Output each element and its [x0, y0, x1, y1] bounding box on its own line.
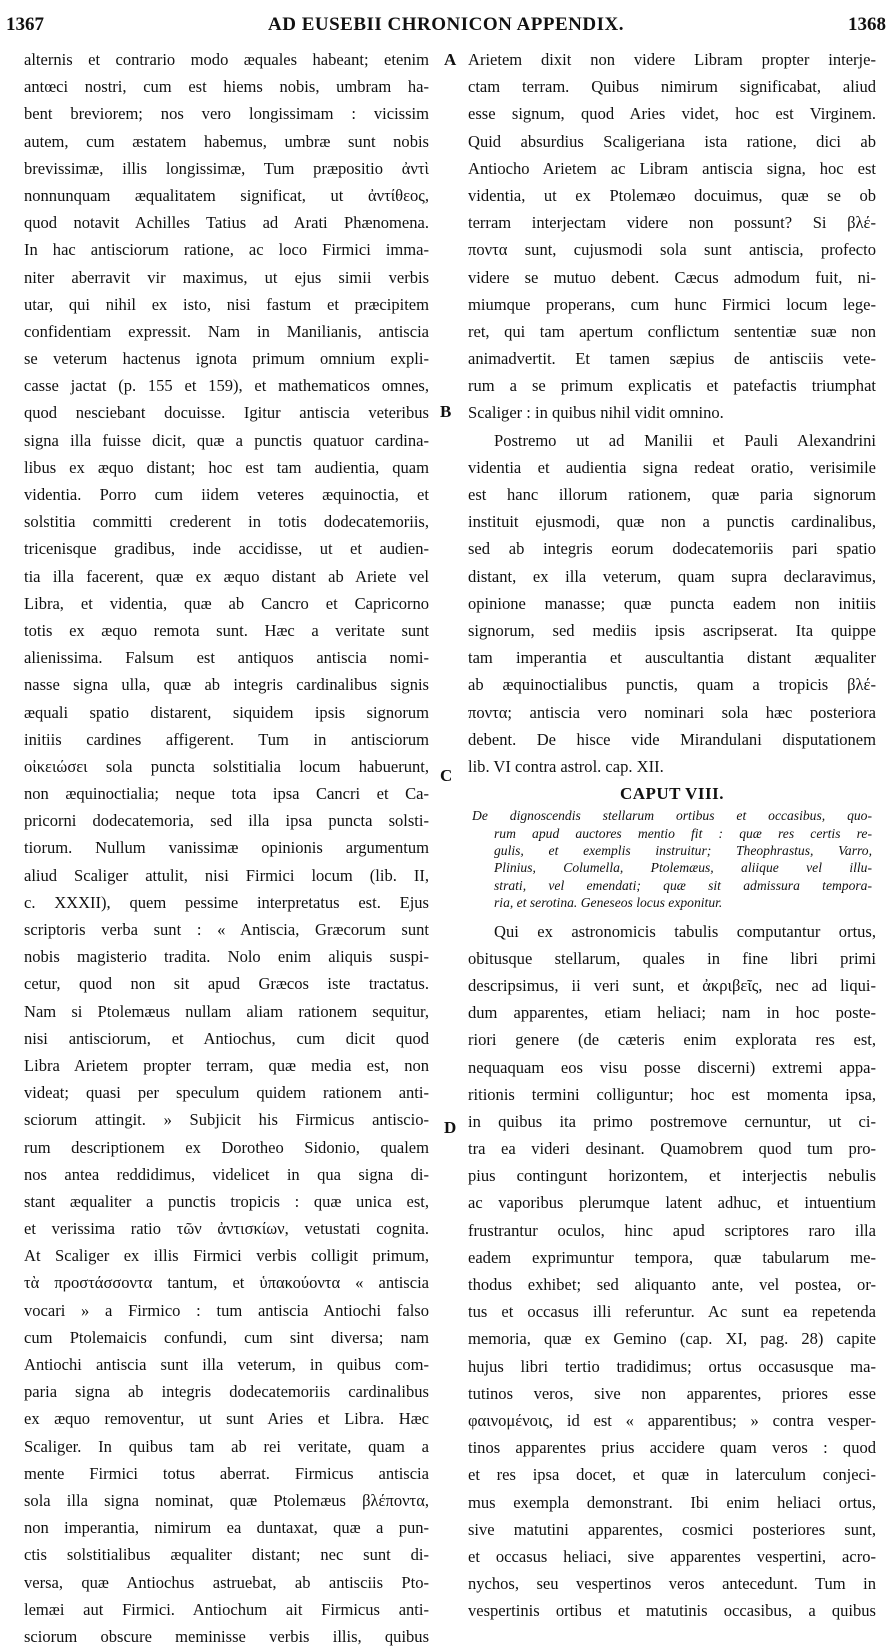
text-line: vocari » a Firmico : tum antiscia Antiochi falso — [24, 1300, 429, 1320]
text-line: frustrantur oculos, hinc apud scriptores raro illa — [468, 1220, 876, 1240]
text-line: autem, cum æstatem habemus, umbræ sunt nobis — [24, 131, 429, 151]
text-line: antœci nostri, cum est hiems nobis, umbram ha- — [24, 77, 429, 97]
text-line: tiorum. Nullum vanissimæ opinionis argumentum — [24, 838, 429, 858]
text-line: tricenisque gradibus, inde accidisse, ut et audien- — [24, 539, 429, 559]
summary-line: Plinius, Columella, Ptolemæus, aliique vel illu- — [494, 860, 872, 876]
summary-line: De dignoscendis stellarum ortibus et occasibus, quo- — [472, 808, 872, 824]
text-line: nequaquam eos visu posse discerni) extremi appa- — [468, 1057, 876, 1077]
text-line: versa, quæ Antiochus astruebat, ab antisciis Pto- — [24, 1572, 429, 1592]
text-line: sive matutini apparentes, cosmici posteriores sunt, — [468, 1519, 876, 1539]
text-line: quod nesciebant docuisse. Igitur antiscia veteribus — [24, 403, 429, 423]
text-line: initiis cardines affigerent. Tum in antisciorum — [24, 729, 429, 749]
text-line: æquali spatio distarent, siquidem ipsis signorum — [24, 702, 429, 722]
text-line: thodus exhibet; sed aliquanto ante, vel postea, or- — [468, 1275, 876, 1295]
text-line: In hac antisciorum ratione, ac loco Firmici imma- — [24, 240, 429, 260]
summary-line: rum apud auctores mentio fit : quæ res certis re- — [494, 825, 872, 841]
text-line: Libra, et videntia, quæ ab Cancro et Capricorno — [24, 593, 429, 613]
text-line: esse signum, quod Aries videt, hoc est Virginem. — [468, 104, 876, 124]
text-line: lemæi aut Firmici. Antiochum ait Firmicus anti- — [24, 1599, 429, 1619]
right-paragraph-3 — [468, 918, 876, 1625]
text-line: alienissima. Falsum est antiquos antiscia nomi- — [24, 648, 429, 668]
text-line: mus exempla demonstrant. Ibi enim heliaci ortus, — [468, 1492, 876, 1512]
text-line: tra ea videri desinant. Quamobrem quod tum pro- — [468, 1139, 876, 1159]
right-column — [468, 46, 876, 1624]
text-line: rum a se primum explicatis et patefactis triumphat — [468, 376, 876, 396]
text-line: alternis et contrario modo æquales habeant; etenim — [24, 50, 429, 69]
text-line: sciorum obscure meminisse verbis illis, quibus — [24, 1626, 429, 1646]
text-line: animadvertit. Et tamen sæpius de antisciis vete- — [468, 349, 876, 369]
text-line: τὰ προστάσσοντα tantum, et ὑπακούοντα « antiscia — [24, 1273, 429, 1293]
text-line: Quid absurdius Scaligeriana ista ratione, dici ab — [468, 131, 876, 151]
text-line: ctam terram. Quibus nimirum significabat, aliud — [468, 77, 876, 97]
text-line: niter aberravit vir maximus, ut ejus simii verbis — [24, 267, 429, 287]
margin-marker-d: D — [444, 1118, 457, 1137]
text-line: descripsimus, ii veri sunt, et ἀκριβεῖς, nec ad liqui- — [468, 975, 876, 995]
text-line: memoria, quæ ex Gemino (cap. XI, pag. 28) capite — [468, 1329, 876, 1349]
text-line: pius contingunt horizontem, et interjectis nebulis — [468, 1166, 876, 1186]
text-line: aliud Scaliger attulit, nisi Firmici locum (lib. II, — [24, 865, 429, 885]
text-line: Scaliger : in quibus nihil vidit omnino. — [468, 403, 724, 423]
summary-line: ria, et serotina. Geneseos locus exponitur. — [494, 895, 723, 911]
text-line: instituit ejusmodi, quæ non a punctis cardinalibus, — [468, 512, 876, 532]
text-line: c. XXXII), quem pessime interpretatus est. Ejus — [24, 892, 429, 912]
text-line: Antiochi antiscia sunt illa veterum, in quibus com- — [24, 1355, 429, 1374]
text-line: ποντα; antiscia vero nominari sola hæc posteriora — [468, 702, 876, 722]
right-paragraph-2 — [468, 427, 876, 780]
text-line: nisi antisciorum, et Antiochus, cum dicit quod — [24, 1028, 429, 1048]
text-line: tutinos veros, sive non apparentes, priores esse — [468, 1383, 876, 1403]
text-line: cum Ptolemaicis confundi, cum sint diversa; nam — [24, 1327, 429, 1347]
text-line: tus et occasus illi referuntur. Ac sunt ea repetenda — [468, 1302, 876, 1322]
text-line: tia illa facerent, quæ ex æquo distant ab Ariete vel — [24, 566, 429, 586]
text-line: φαινομένοις, id est « apparentibus; » contra vesper- — [468, 1410, 876, 1430]
text-line: brevissimæ, illis longissimæ, Tum præpositio ἀντὶ — [24, 158, 429, 178]
text-line: signorum, sed mediis ipsis ascripserat. Ita quippe — [468, 620, 876, 640]
text-line: signa illa fuisse dicit, quæ a punctis quatuor cardina- — [24, 430, 429, 450]
text-line: obitusque stellarum, quales in fine libri primi — [468, 948, 876, 968]
running-title: AD EUSEBII CHRONICON APPENDIX. — [268, 14, 624, 35]
text-line: et res ipsa docet, et quæ in laterculum conjeci- — [468, 1465, 876, 1485]
text-line: Postremo ut ad Manilii et Pauli Alexandrini — [494, 430, 876, 450]
text-line: οἰκειώσει sola puncta solstitialia locum habuerunt, — [24, 756, 429, 776]
summary-line: gulis, et exemplis instruitur; Theophrastus, Varro, — [494, 843, 872, 859]
margin-marker-c: C — [440, 766, 453, 785]
text-line: et occasus heliaci, sive apparentes vespertini, acro- — [468, 1546, 876, 1566]
text-line: sed ab integris eorum dodecatemoriis pari spatio — [468, 539, 876, 559]
text-line: ret, qui tam apertum conflictum sententiæ suæ non — [468, 321, 876, 341]
text-line: tam imperantia et auscultantia distant æqualiter — [468, 648, 876, 668]
text-line: riori genere (de cæteris enim explorata res est, — [468, 1030, 876, 1050]
text-line: ex æquo removentur, ut sunt Aries et Libra. Hæc — [24, 1409, 429, 1429]
page-number-left: 1367 — [6, 14, 44, 35]
text-line: hujus libri tertio tradidimus; ortus occasusque ma- — [468, 1356, 876, 1376]
page-number-right: 1368 — [848, 14, 886, 35]
text-line: nonnunquam æqualitatem significat, ut ἀντίθεος, — [24, 185, 429, 205]
text-line: sciorum attingit. » Subjicit his Firmicus antiscio- — [24, 1110, 429, 1130]
text-line: quod notavit Achilles Tatius ad Arati Phænomena. — [24, 213, 429, 233]
text-line: et verissima ratio τῶν ἀντισκίων, vetustati cognita. — [24, 1219, 429, 1239]
text-line: bent breviorem; nos vero longissimam : vicissim — [24, 104, 429, 124]
text-line: scriptoris verba sunt : « Antiscia, Græcorum sunt — [24, 920, 429, 939]
text-line: opinione manasse; quæ puncta eadem non initiis — [468, 593, 876, 613]
running-header — [6, 8, 886, 42]
text-line: debent. De hisce vide Mirandulani disputationem — [468, 729, 876, 749]
text-line: stant æqualiter a punctis tropicis : quæ unica est, — [24, 1191, 429, 1211]
text-line: ac vaporibus plerumque latent adhuc, et intuentium — [468, 1193, 876, 1213]
left-column — [24, 46, 429, 1650]
text-line: totis ex æquo remota sunt. Hæc a veritate sunt — [24, 620, 429, 640]
text-line: mente Firmici totus aberrat. Firmicus antiscia — [24, 1463, 429, 1483]
text-line: lib. VI contra astrol. cap. XII. — [468, 756, 664, 776]
text-line: nasse signa ulla, quæ ab integris cardinalibus signis — [24, 675, 429, 695]
text-line: nobis magisterio tradita. Nolo enim aliquis suspi- — [24, 947, 429, 967]
right-paragraph-1 — [468, 46, 876, 427]
text-line: Arietem dixit non videre Libram propter interje- — [468, 50, 876, 69]
text-line: tinos apparentes prius accidere quam veros : quod — [468, 1438, 876, 1458]
text-line: Libra Arietem propter terram, quæ media est, non — [24, 1055, 429, 1075]
text-line: pricorni dodecatemoria, sed illa ipsa puncta solsti- — [24, 811, 429, 831]
summary-line: strati, vel emendati; quæ sit admissura tempora- — [494, 877, 872, 893]
text-line: nychos, seu vespertinos veros antecedunt. Tum in — [468, 1574, 876, 1594]
text-line: vespertinis ortibus et matutinis occasibus, a quibus — [468, 1601, 876, 1621]
text-line: terram interjectam videre non possunt? Si βλέ- — [468, 213, 876, 233]
text-line: non imperantia, nimirum ea duntaxat, quæ a pun- — [24, 1518, 429, 1538]
text-line: cetur, quod non sit apud Græcos iste tractatus. — [24, 974, 429, 994]
text-line: sola illa signa nominat, quæ Ptolemæus βλέποντα, — [24, 1490, 429, 1510]
text-line: Antiocho Arietem ac Libram antiscia signa, hoc est — [468, 158, 876, 178]
text-line: est hanc illorum rationem, quæ paria signorum — [468, 485, 876, 504]
text-line: Qui ex astronomicis tabulis computantur ortus, — [494, 921, 876, 941]
text-line: solstitia committi crederent in totis dodecatemoriis, — [24, 512, 429, 532]
text-line: videntia. Porro cum iidem veteres æquinoctia, et — [24, 485, 429, 504]
margin-marker-a: A — [444, 50, 457, 69]
text-line: rum descriptionem ex Dorotheo Sidonio, qualem — [24, 1137, 429, 1157]
text-line: se veterum hactenus ignota primum omnium expli- — [24, 349, 429, 369]
text-line: nos antea reddidimus, videlicet in qua signa di- — [24, 1164, 429, 1184]
margin-marker-b: B — [440, 402, 452, 421]
text-line: ctis solstitialibus æqualiter distant; nec sunt di- — [24, 1545, 429, 1565]
text-line: miumque properans, cum hunc Firmici locum lege- — [468, 294, 876, 314]
text-line: ritionis termini colliguntur; hoc est momenta ipsa, — [468, 1084, 876, 1104]
text-line: Nam si Ptolemæus nullam aliam rationem sequitur, — [24, 1001, 429, 1021]
chapter-title: CAPUT VIII. — [619, 784, 725, 804]
text-line: videntia et audientia signa redeat oratio, verisimile — [468, 457, 876, 477]
text-line: libus ex æquo distant; hoc est tam audientia, quam — [24, 457, 429, 477]
text-line: ab æquinoctialibus punctis, quam a tropicis βλέ- — [468, 675, 876, 695]
text-line: confidentiam expressit. Nam in Manilianis, antiscia — [24, 321, 429, 341]
text-line: At Scaliger ex illis Firmici verbis colligit primum, — [24, 1246, 429, 1266]
text-line: eadem exprimuntur tempora, quæ tabularum me- — [468, 1247, 876, 1267]
text-line: paria signa ab integris dodecatemoriis cardinalibus — [24, 1382, 429, 1402]
text-line: utar, qui nihil ex isto, nisi fastum et præcipitem — [24, 294, 429, 314]
text-line: casse jactat (p. 155 et 159), et mathematicos omnes, — [24, 376, 429, 396]
text-line: distant, ex illa veterum, quam supra declaravimus, — [468, 566, 876, 586]
text-line: videat; quasi per speculum quidem rationem anti- — [24, 1083, 429, 1103]
text-line: videre se mutuo debent. Cæcus admodum fuit, ni- — [468, 267, 876, 287]
text-line: non æquinoctialia; neque tota ipsa Cancri et Ca- — [24, 784, 429, 804]
text-line: Scaliger. In quibus tam ab rei veritate, quam a — [24, 1436, 429, 1456]
text-line: dum apparentes, etiam heliaci; nam in hoc poste- — [468, 1003, 876, 1023]
text-line: videntia, ut ex Ptolemæo docuimus, quæ se ob — [468, 185, 876, 205]
text-line: in quibus ita primo postremove cernuntur, ut ci- — [468, 1111, 876, 1131]
text-line: ποντα sunt, cujusmodi sola sunt antiscia, profecto — [468, 240, 876, 260]
chapter-summary — [468, 807, 876, 911]
